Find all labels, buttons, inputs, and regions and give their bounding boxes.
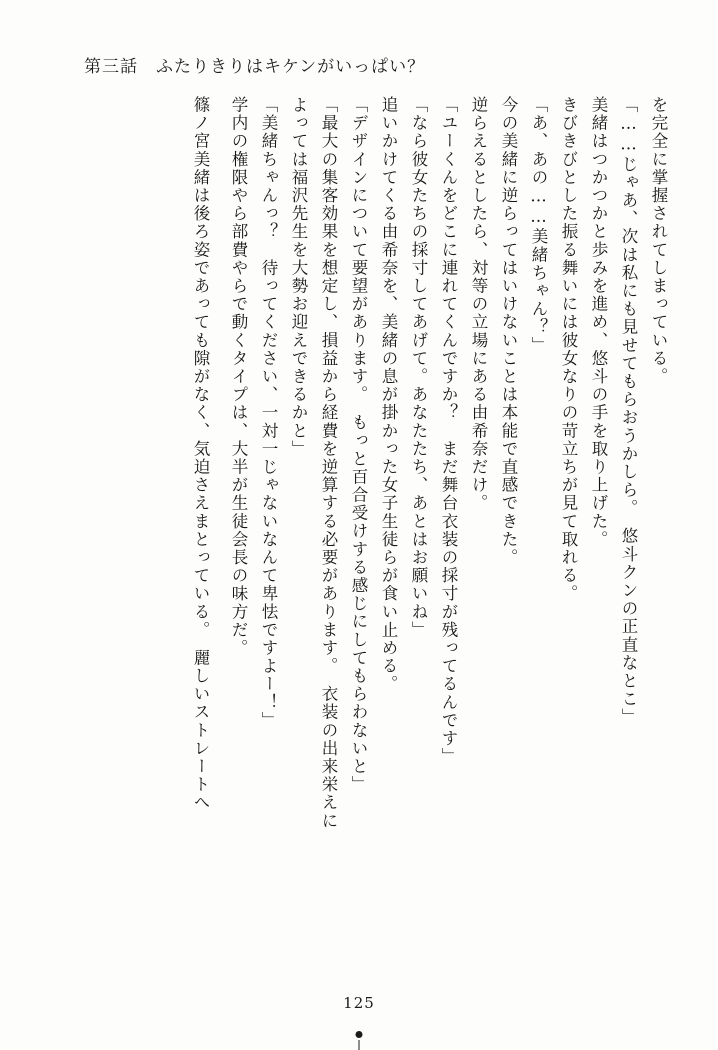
text-column: を完全に掌握されてしまっている。 [649,96,668,386]
text-column: 「あ、あの……美緒ちゃん？」 [529,96,548,355]
text-column: 追いかけてくる由希奈を、美緒の息が掛かった女子生徒らが食い止める。 [379,96,398,694]
page-number: 125 [343,994,375,1012]
footer-rule [359,1040,360,1050]
text-column: 今の美緒に逆らってはいけないことは本能で直感できた。 [499,96,518,567]
footer-dot-icon [356,1031,363,1038]
chapter-title: ふたりきりはキケンがいっぱい？ [156,57,426,77]
text-column: 逆らえるとしたら、対等の立場にある由希奈だけ。 [469,96,488,513]
chapter-header [84,52,425,77]
vertical-body-text [64,96,666,976]
chapter-number: 第三話 [84,57,138,77]
text-column: 「デザインについて要望があります。 もっと百合受けする感じにしてもらわないと」 [349,96,368,794]
text-column: 「最大の集客効果を想定し、損益から経費を逆算する必要があります。 衣装の出来栄えに [319,96,338,830]
text-column: 「美緒ちゃんっ？ 待ってください、一対一じゃないなんて卑怯ですよー！」 [259,96,278,730]
text-column: 学内の権限やら部費やらで動くタイプは、大半が生徒会長の味方だ。 [229,96,248,658]
text-column: 美緒はつかつかと歩みを進め、悠斗の手を取り上げた。 [589,96,608,549]
text-column: 「……じゃあ、次は私にも見せてもらおうかしら。 悠斗クンの正直なとこ」 [619,96,638,727]
text-column: 篠ノ宮美緒は後ろ姿であっても隙がなく、気迫さえまとっている。 麗しいストレートへ [191,96,210,812]
text-column: きびきびとした振る舞いには彼女なりの苛立ちが見て取れる。 [559,96,578,603]
text-column: 「なら彼女たちの採寸してあげて。あなたたち、あとはお願いね」 [409,96,428,639]
text-column: よっては福沢先生を大勢お迎えできるかと」 [289,96,308,458]
text-column: 「ユーくんをどこに連れてくんですか？ まだ舞台衣装の採寸が残ってるんです」 [439,96,458,766]
